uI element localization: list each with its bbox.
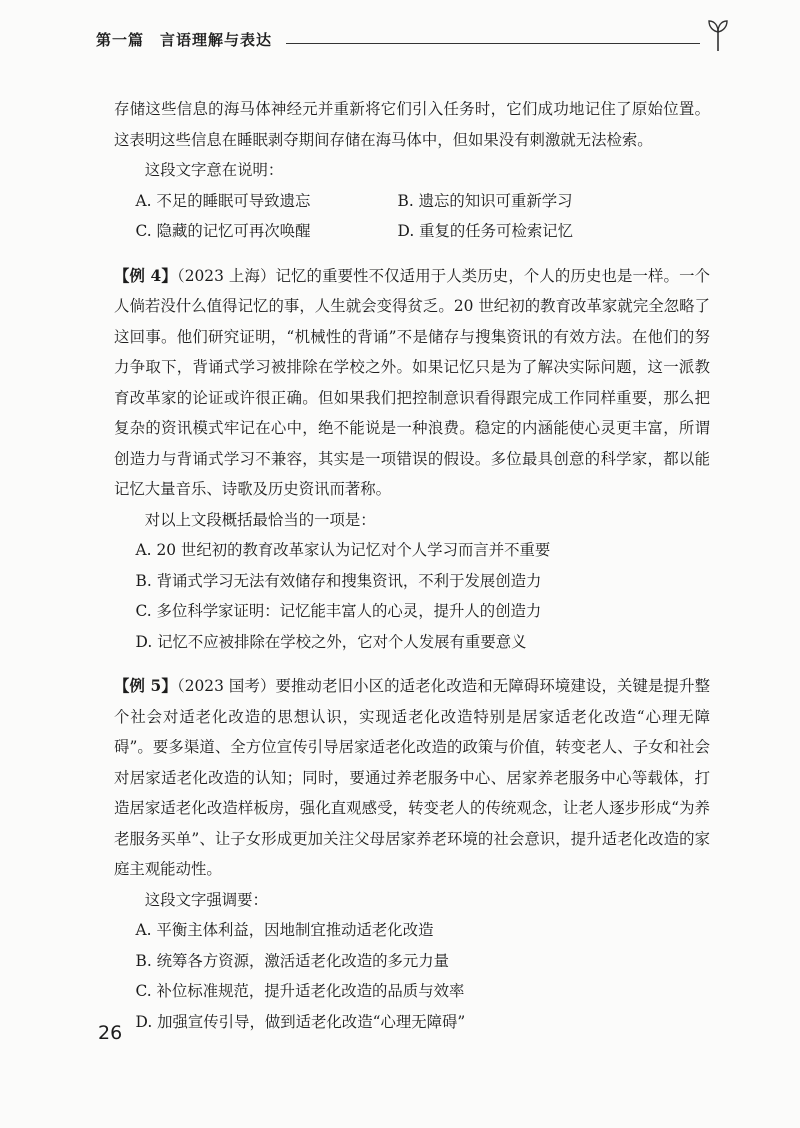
example-4-option-b: B. 背诵式学习无法有效储存和搜集资讯，不利于发展创造力 bbox=[135, 571, 542, 590]
example-5-option-a: A. 平衡主体利益，因地制宜推动适老化改造 bbox=[135, 921, 434, 939]
example-4-source: （2023 上海） bbox=[176, 266, 276, 285]
question-stem: 这段文字意在说明： bbox=[144, 161, 284, 179]
example-5-passage bbox=[114, 671, 710, 885]
chapter-title: 第一篇 言语理解与表达 bbox=[96, 31, 273, 49]
example-5-text: 要推动老旧小区的适老化改造和无障碍环境建设，关键是提升整个社会对适老化改造的思想认识，实现适老化改造特别是居家适老化改造“心理无障碍”。要多渠道、全方位宣传引导居家适老化改造的政策与价值，转变老人、子女和社会对居家适老化改造的认知；同时，要通过养老服务中心、居家养老服务中心等载体，打造居家适老化改造样板房，强化直观感受，转变老人的传统观念，让老人逐步形成“为养老服务买单”、让子女形成更加关注父母居家养老环境的社会意识，提升适老化改造的家庭主观能动性。 bbox=[114, 677, 710, 878]
options-grid bbox=[114, 186, 710, 247]
example-4-option-d: D. 记忆不应被排除在学校之外，它对个人发展有重要意义 bbox=[135, 632, 527, 651]
option-d: D. 重复的任务可检索记忆 bbox=[397, 222, 574, 240]
option-b: B. 遗忘的知识可重新学习 bbox=[397, 191, 573, 210]
option-c: C. 隐藏的记忆可再次唤醒 bbox=[135, 222, 311, 240]
example-5-question: 这段文字强调要： bbox=[144, 890, 268, 909]
passage-continued: 存储这些信息的海马体神经元并重新将它们引入任务时，它们成功地记住了原始位置。这表明这些信息在睡眠剥夺期间存储在海马体中，但如果没有刺激就无法检索。 bbox=[114, 100, 710, 149]
example-5-option-b: B. 统筹各方资源，激活适老化改造的多元力量 bbox=[135, 951, 450, 970]
option-a: A. 不足的睡眠可导致遗忘 bbox=[135, 191, 311, 210]
example-5-label: 【例 5】 bbox=[114, 677, 177, 695]
page-content bbox=[114, 94, 710, 1037]
header-rule bbox=[286, 43, 700, 44]
example-4-option-c: C. 多位科学家证明：记忆能丰富人的心灵，提升人的创造力 bbox=[135, 602, 542, 620]
example-4-option-a: A. 20 世纪初的教育改革家认为记忆对个人学习而言并不重要 bbox=[135, 541, 551, 559]
example-4-label: 【例 4】 bbox=[114, 266, 177, 285]
sprout-icon bbox=[704, 18, 732, 52]
page-number: 26 bbox=[98, 1022, 123, 1044]
running-header bbox=[96, 18, 732, 52]
example-4-passage bbox=[114, 261, 710, 505]
spacer bbox=[114, 247, 710, 261]
example-5-option-d: D. 加强宣传引导，做到适老化改造“心理无障碍” bbox=[135, 1012, 466, 1031]
example-5-option-c: C. 补位标准规范，提升适老化改造的品质与效率 bbox=[135, 982, 465, 1000]
example-4-question: 对以上文段概括最恰当的一项是： bbox=[144, 510, 376, 529]
example-4-text: 记忆的重要性不仅适用于人类历史，个人的历史也是一样。一个人倘若没什么值得记忆的事，人生就会变得贫乏。20 世纪初的教育改革家就完全忽略了这回事。他们研究证明，“机械性的背诵”不是储存与搜集资讯的有效方法。在他们的努力争取下，背诵式学习被排除在学校之外。如果记忆只是为了解决实际问题，这一派教育改革家的论证或许很正确。但如果我们把控制意识看得跟完成工作同样重要，那么把复杂的资讯模式牢记在心中，绝不能说是一种浪费。稳定的内涵能使心灵更丰富，所谓创造力与背诵式学习不兼容，其实是一项错误的假设。多位最具创意的科学家，都以能记忆大量音乐、诗歌及历史资讯而著称。 bbox=[114, 266, 710, 498]
example-5-source: （2023 国考） bbox=[176, 677, 276, 695]
spacer bbox=[114, 657, 710, 671]
